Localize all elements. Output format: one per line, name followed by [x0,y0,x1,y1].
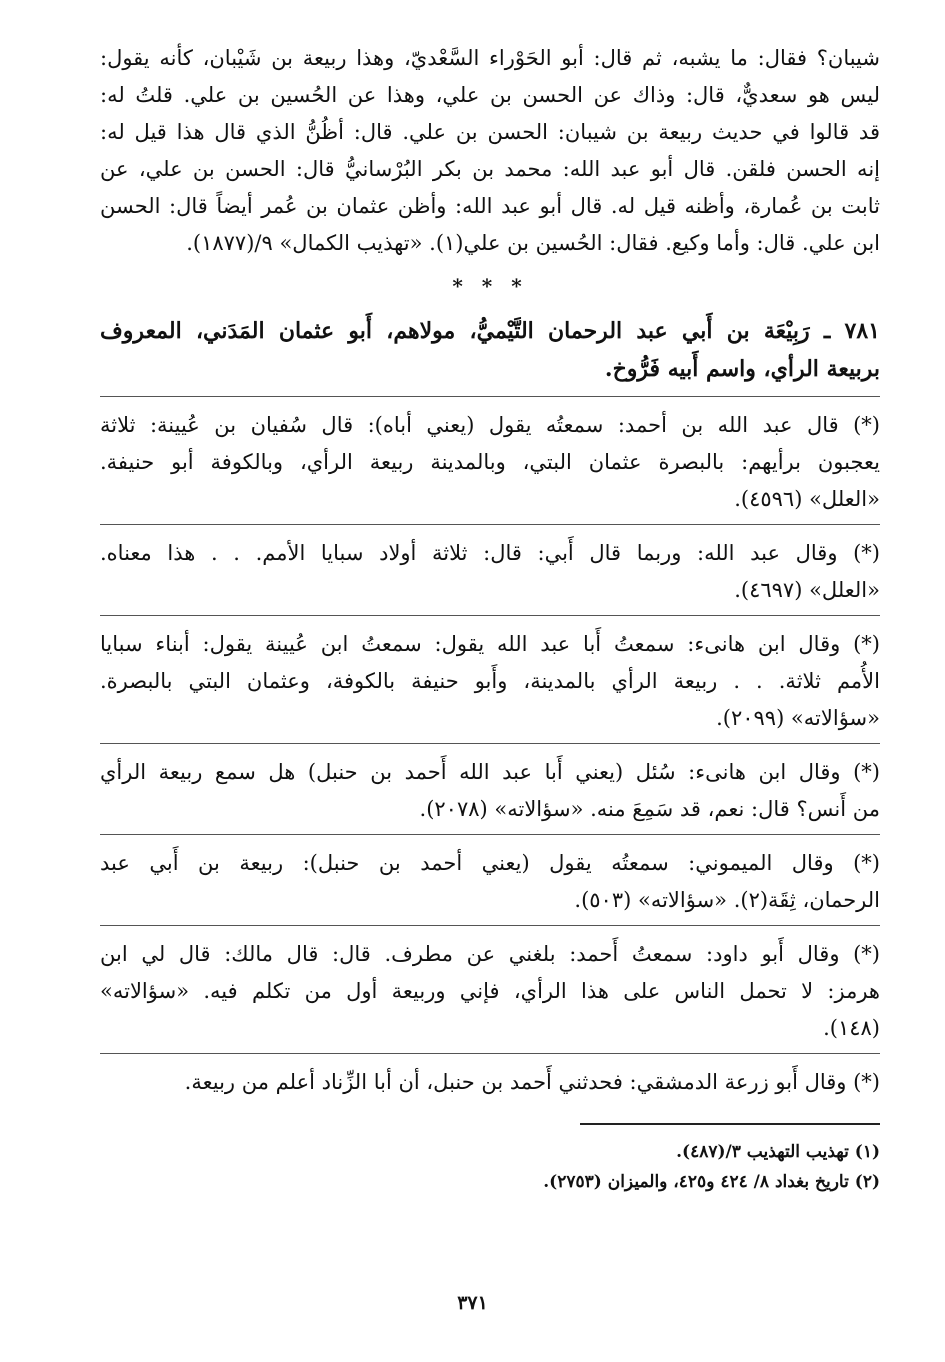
divider [100,1053,880,1054]
intro-paragraph [100,40,880,262]
divider [100,925,880,926]
quote-line: (*) وقال أَبو داود: سمعتُ أَحمد: بلغني عن مطرف. قال: قال مالك: قال لي ابن [100,942,880,966]
quote-block [100,936,880,1047]
intro-line: ابن علي. قال: وأما وكيع. فقال: الحُسين بن علي(١). «تهذيب الكمال» ٩/(١٨٧٧). [186,231,880,255]
intro-line: شيبان؟ فقال: ما يشبه، ثم قال: أبو الحَوْراء السَّعْديّ، وهذا ربيعة بن شَيْبان، كأنه يقول: [100,46,880,70]
entry-heading-line: ٧٨١ ـ رَبِيْعَة بن أَبي عبد الرحمان التَّيْميُّ، مولاهم، أَبو عثمان المَدَني، المعروف [100,318,880,344]
quote-line: «سؤالاته» (٢٠٩٩). [716,706,880,730]
quote-line: (١٤٨). [823,1016,880,1040]
intro-line: إنه الحسن فلقن. قال أبو عبد الله: محمد بن بكر البُرْسانيُّ قال: الحسن بن علي، عن [100,157,880,181]
quote-line: (*) وقال ابن هانىء: سمعتُ أَبا عبد الله يقول: سمعتُ ابن عُيينة يقول: أبناء سبايا [100,632,880,656]
divider [100,524,880,525]
divider [100,396,880,397]
quote-line: «العلل» (٤٥٩٦). [734,487,880,511]
page-body [100,40,880,1197]
quote-line: (*) قال عبد الله بن أحمد: سمعتُه يقول (يعني أباه): قال سُفيان بن عُيينة: ثلاثة [100,413,880,437]
quote-line: الرحمان، ثِقَة(٢). «سؤالاته» (٥٠٣). [574,888,880,912]
quote-line: يعجبون برأيهم: بالبصرة عثمان البتي، وبالمدينة ربيعة الرأي، وبالكوفة أبو حنيفة. [100,450,880,474]
quote-block [100,1064,880,1101]
footnote-1: (١) تهذيب التهذيب ٣/(٤٨٧). [676,1142,880,1162]
quote-line: (*) وقال الميموني: سمعتُه يقول (يعني أحمد بن حنبل): ربيعة بن أَبي عبد [100,851,880,875]
footnotes [100,1137,880,1197]
quote-line: (*) وقال أَبو زرعة الدمشقي: فحدثني أَحمد بن حنبل، أن أبا الزِّناد أعلم من ربيعة. [184,1070,880,1094]
section-separator-stars: * * * [452,274,528,298]
entry-heading-line: بربيعة الرأي، واسم أَبيه فَرُّوخ. [604,356,880,382]
quote-block [100,754,880,828]
footnote-rule [580,1123,880,1125]
divider [100,743,880,744]
quote-line: الأُمم ثلاثة. . . ربيعة الرأي بالمدينة، وأَبو حنيفة بالكوفة، وعثمان البتي بالبصرة. [100,669,880,693]
quote-line: (*) وقال عبد الله: وربما قال أَبي: قال: ثلاثة أولاد سبايا الأمم. . . هذا معناه. [100,541,880,565]
quote-block [100,535,880,609]
page-number: ٣٧١ [457,1292,488,1314]
quote-line: «العلل» (٤٦٩٧). [734,578,880,602]
quote-block [100,407,880,518]
divider [100,834,880,835]
footnote-2: (٢) تاريخ بغداد ٨/ ٤٢٤ و٤٢٥، والميزان (٢٧٥٣). [543,1172,880,1192]
divider [100,615,880,616]
quote-block [100,845,880,919]
quote-line: (*) وقال ابن هانىء: سُئل (يعني أَبا عبد الله أَحمد بن حنبل) هل سمع ربيعة الرأي [100,760,880,784]
quote-line: هرمز: لا تحمل الناس على هذا الرأي، فإني وربيعة أول من تكلم فيه. «سؤالاته» [100,979,880,1003]
intro-line: قد قالوا في حديث ربيعة بن شيبان: الحسن بن علي. قال: أظُنُّ الذي قال هذا قيل له: [100,120,880,144]
intro-line: ثابت بن عُمارة، وأظنه قيل له. قال أبو عبد الله: وأظن عثمان بن عُمر أيضاً قال: الحسن [100,194,880,218]
entry-heading [100,312,880,388]
intro-line: ليس هو سعديٌّ، قال: وذاك عن الحسن بن علي، وهذا عن الحُسين بن علي. قلتُ له: [100,83,880,107]
quote-block [100,626,880,737]
quote-line: من أَنس؟ قال: نعم، قد سَمِعَ منه. «سؤالاته» (٢٠٧٨). [419,797,880,821]
